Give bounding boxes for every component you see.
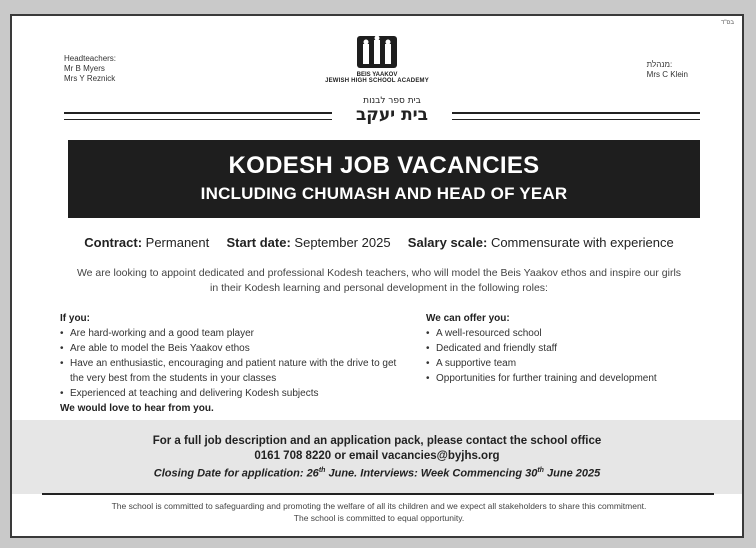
principal-label: מנהלת: [646,60,673,69]
list-item: • Have an enthusiastic, encouraging and patient nature with the drive to get the very best from the students in your classes [60,356,410,386]
hebrew-school-name [332,96,452,124]
if-you-list [60,326,410,401]
advert-frame [10,14,744,538]
footer-text [32,500,726,524]
banner-title: KODESH JOB VACANCIES [228,152,540,179]
offer-title: We can offer you: [426,313,510,324]
list-item: • Dedicated and friendly staff [426,341,726,356]
closing-date [12,467,742,480]
contact-line: For a full job description and an application pack, please contact the school office [152,435,602,447]
divider-right [452,112,700,120]
intro-paragraph: We are looking to appoint dedicated and professional Kodesh teachers, who will model the Beis Yaakov ethos and inspire our girls in their Kodesh learning and personal development in the following roles: [76,267,682,294]
salary-value: Commensurate with experience [490,235,674,250]
offer-column [426,311,726,386]
headteachers-label: Headteachers: [64,54,117,63]
headteacher-name: Mr B Myers [64,64,105,73]
principal-name: Mrs C Klein [646,70,688,79]
closing-sup: th [318,467,326,474]
closing-suffix: June 2025 [543,467,601,480]
list-item: • Experienced at teaching and delivering Kodesh subjects [60,386,410,401]
principal-block [647,60,688,80]
school-logo [312,30,442,84]
banner-subtitle: INCLUDING CHUMASH AND HEAD OF YEAR [200,184,568,203]
divider-left [64,112,332,120]
hebrew-title: בית יעקב [355,105,429,125]
list-item: • Are hard-working and a good team player [60,326,410,341]
closing-sup: th [537,467,544,474]
if-you-title: If you: [60,313,90,324]
list-item: • A well-resourced school [426,326,726,341]
if-you-column [60,311,410,416]
start-date-value: September 2025 [294,235,391,250]
headteachers-block [64,54,116,84]
list-item: • A supportive team [426,356,726,371]
equal-opportunity-statement: The school is committed to equal opportunity. [293,513,465,523]
contact-info [12,434,742,464]
contract-value: Permanent [145,235,210,250]
school-crest-icon [355,30,399,70]
hebrew-subtitle: בית ספר לבנות [363,96,421,106]
footer-divider [42,493,714,495]
start-date-label: Start date: [226,235,291,250]
salary-label: Salary scale: [407,235,488,250]
closing-prefix: Closing Date for application: 26 [153,467,319,480]
contract-label: Contract: [84,235,143,250]
safeguarding-statement: The school is committed to safeguarding and promoting the welfare of all its children and we expect all stakeholders to share this commitment. [111,501,647,511]
terms-line [12,235,746,250]
closing-middle: June. Interviews: Week Commencing 30 [325,467,538,480]
contact-phone-email: 0161 708 8220 or email vacancies@byjhs.org [254,450,500,462]
list-item: • Are able to model the Beis Yaakov ethos [60,341,410,356]
hear-from-you: We would love to hear from you. [60,403,214,414]
title-banner [68,140,700,218]
list-item: • Opportunities for further training and development [426,371,726,386]
corner-mark: בס"ד [721,20,734,26]
headteacher-name: Mrs Y Reznick [64,74,116,83]
logo-line1: BEIS YAAKOV [356,72,398,78]
offer-list [426,326,726,386]
logo-line2: JEWISH HIGH SCHOOL ACADEMY [325,78,429,84]
